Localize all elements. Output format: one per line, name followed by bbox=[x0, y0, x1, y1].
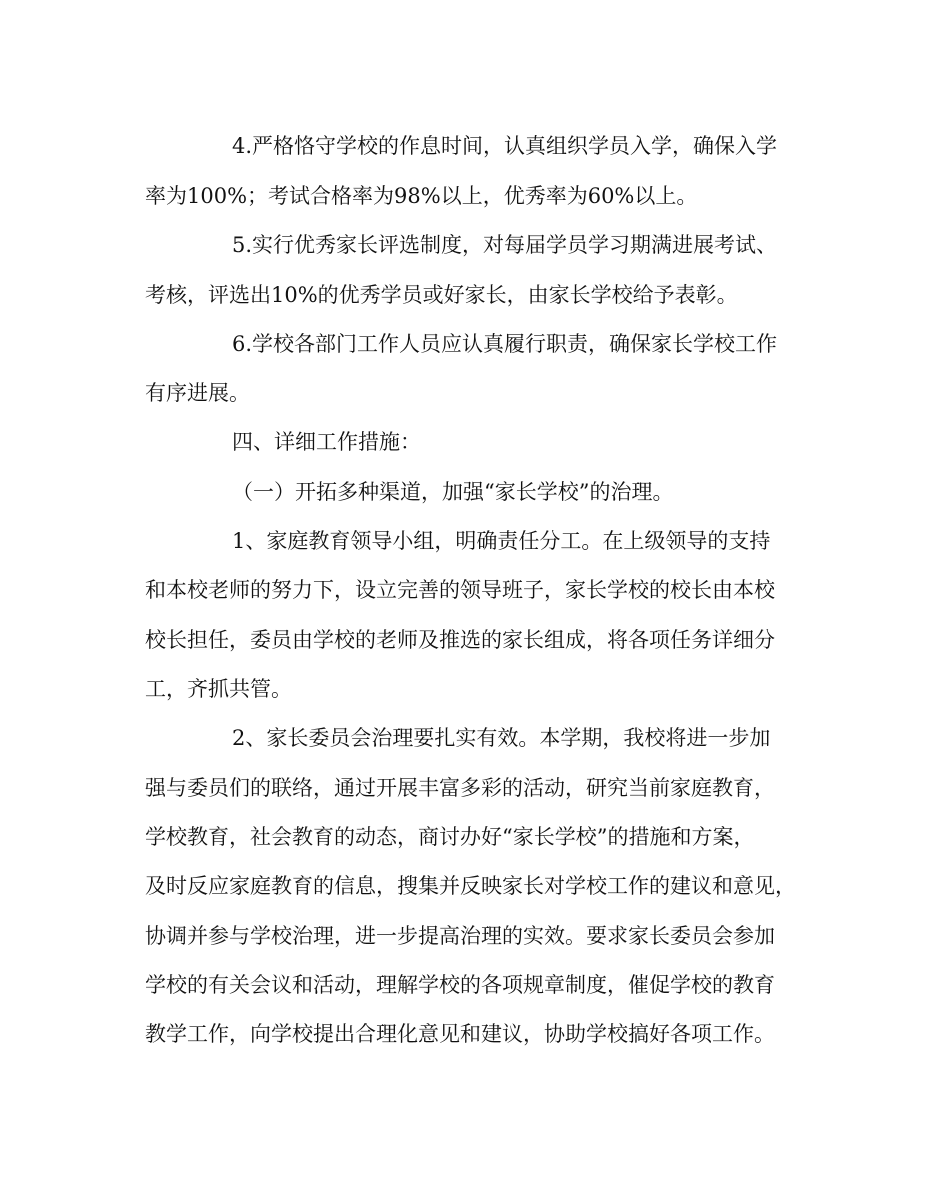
item-2-line-2: 强与委员们的联络，通过开展丰富多彩的活动，研究当前家庭教育， bbox=[145, 776, 775, 800]
paragraph-4-line-2: 率为100%；考试合格率为98%以上，优秀率为60%以上。 bbox=[145, 184, 698, 208]
paragraph-6-line-2: 有序进展。 bbox=[145, 381, 250, 405]
item-2-line-4: 及时反应家庭教育的信息，搜集并反映家长对学校工作的建议和意见， bbox=[145, 874, 796, 898]
item-1-line-2: 和本校老师的努力下，设立完善的领导班子，家长学校的校长由本校 bbox=[145, 578, 775, 602]
section-heading: 四、详细工作措施： bbox=[232, 430, 421, 454]
item-2-line-7: 教学工作，向学校提出合理化意见和建议，协助学校搞好各项工作。 bbox=[145, 1022, 775, 1046]
item-1-line-3: 校长担任，委员由学校的老师及推选的家长组成，将各项任务详细分 bbox=[145, 628, 775, 652]
paragraph-6-line-1: 6.学校各部门工作人员应认真履行职责，确保家长学校工作 bbox=[232, 332, 778, 356]
paragraph-5-line-1: 5.实行优秀家长评选制度，对每届学员学习期满进展考试、 bbox=[232, 233, 778, 257]
paragraph-5-line-2: 考核，评选出10%的优秀学员或好家长，由家长学校给予表彰。 bbox=[145, 283, 738, 307]
item-2-line-1: 2、家长委员会治理要扎实有效。本学期，我校将进一步加 bbox=[232, 726, 771, 750]
item-2-line-6: 学校的有关会议和活动，理解学校的各项规章制度，催促学校的教育 bbox=[145, 973, 775, 997]
subsection-heading: （一）开拓多种渠道，加强“家长学校”的治理。 bbox=[232, 480, 674, 504]
item-1-line-4: 工，齐抓共管。 bbox=[145, 677, 292, 701]
item-1-line-1: 1、家庭教育领导小组，明确责任分工。在上级领导的支持 bbox=[232, 529, 771, 553]
paragraph-4-line-1: 4.严格恪守学校的作息时间，认真组织学员入学，确保入学 bbox=[232, 134, 778, 158]
item-2-line-3: 学校教育，社会教育的动态，商讨办好“家长学校”的措施和方案， bbox=[145, 825, 755, 849]
item-2-line-5: 协调并参与学校治理，进一步提高治理的实效。要求家长委员会参加 bbox=[145, 924, 775, 948]
